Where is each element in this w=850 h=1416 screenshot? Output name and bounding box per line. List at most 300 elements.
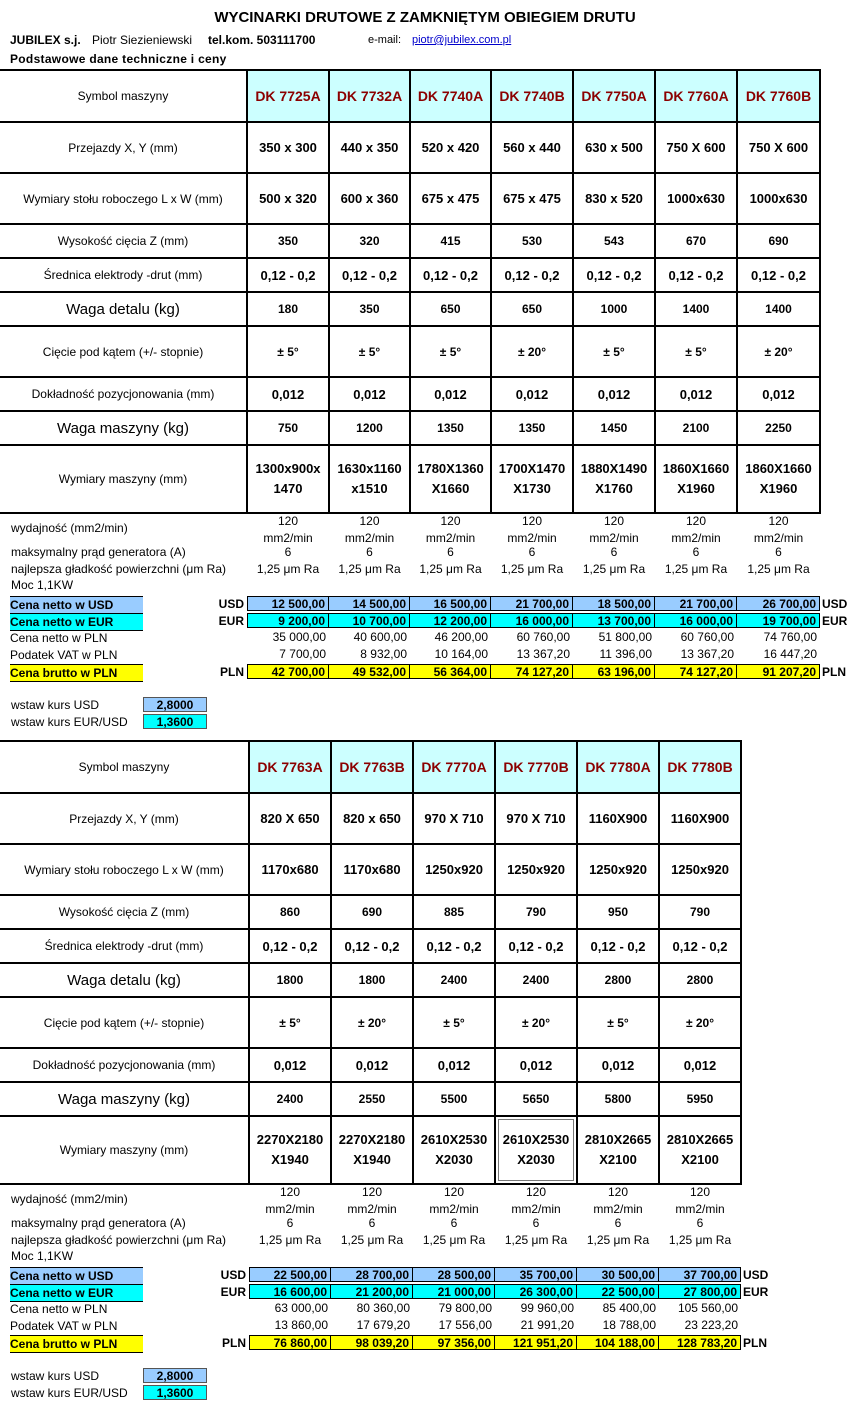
spec-cell-srednica[interactable]: 0,12 - 0,2: [577, 929, 659, 963]
machine-symbol[interactable]: DK 7780A: [577, 741, 659, 793]
price-cell-eur[interactable]: 27 800,00: [659, 1284, 741, 1299]
spec-cell-waga_detalu[interactable]: 1400: [737, 292, 820, 326]
price-cell-usd[interactable]: 28 700,00: [331, 1267, 413, 1282]
block2-row-symbol: [0, 741, 741, 793]
info-value-gladkosc: 1,25 μm Ra: [419, 562, 482, 576]
row-label-srednica: Średnica elektrody -drut (mm): [0, 929, 249, 963]
dim-line-2: x1510: [351, 481, 388, 496]
spec-cell-wym[interactable]: [329, 445, 410, 513]
price-cell-eur[interactable]: 16 000,00: [655, 613, 737, 628]
spec-cell-wym[interactable]: [249, 1116, 331, 1184]
info-value-prad: 6: [532, 1216, 540, 1230]
price-cell-brutto[interactable]: 104 188,00: [577, 1335, 659, 1350]
spec-cell-waga_maszyny[interactable]: 1200: [329, 411, 410, 445]
dim-line-2: X2030: [435, 1152, 473, 1167]
price-cell-vat[interactable]: 11 396,00: [599, 647, 652, 661]
rate-label-usd: wstaw kurs USD: [11, 1369, 100, 1383]
block1-row-ciecie: [0, 326, 820, 377]
spec-cell-wysokosc[interactable]: 790: [495, 895, 577, 929]
price-cell-pln[interactable]: 80 360,00: [356, 1301, 410, 1315]
price-cell-brutto[interactable]: 49 532,00: [329, 664, 410, 679]
spec-cell-waga_maszyny[interactable]: 750: [247, 411, 329, 445]
price-cell-brutto[interactable]: 76 860,00: [249, 1335, 331, 1350]
spec-cell-waga_detalu[interactable]: 2400: [495, 963, 577, 997]
block1-spec-table: [0, 69, 821, 514]
spec-cell-dokladnosc[interactable]: 0,012: [331, 1048, 413, 1082]
spec-cell-wym[interactable]: [577, 1116, 659, 1184]
spec-cell-przejazdy[interactable]: 630 x 500: [573, 122, 655, 173]
info-value-wydajnosc_b: mm2/min: [511, 1202, 561, 1216]
dim-line-1: 2610X2530: [420, 1132, 488, 1147]
spec-cell-waga_maszyny[interactable]: 5950: [659, 1082, 741, 1116]
rate-input-eur_usd[interactable]: 1,3600: [143, 1385, 207, 1400]
info-value-gladkosc: 1,25 μm Ra: [504, 1233, 568, 1247]
price-cell-eur[interactable]: 9 200,00: [247, 613, 329, 628]
info-value-wydajnosc_a: 120: [607, 1185, 629, 1199]
spec-cell-ciecie[interactable]: ± 5°: [247, 326, 329, 377]
spec-cell-waga_detalu[interactable]: 1400: [655, 292, 737, 326]
spec-cell-waga_detalu[interactable]: 1800: [331, 963, 413, 997]
price-label-brutto: Cena brutto w PLN: [10, 1335, 143, 1353]
spec-cell-waga_maszyny[interactable]: 2250: [737, 411, 820, 445]
price-cell-brutto[interactable]: 56 364,00: [410, 664, 491, 679]
block1-row-srednica: [0, 258, 820, 292]
spec-cell-stol[interactable]: 500 x 320: [247, 173, 329, 224]
price-cell-vat[interactable]: 13 367,20: [516, 647, 570, 661]
price-label-pln: Cena netto w PLN: [10, 1302, 108, 1316]
row-label-wym: Wymiary maszyny (mm): [0, 445, 247, 513]
spec-cell-waga_detalu[interactable]: 180: [247, 292, 329, 326]
spec-cell-waga_maszyny[interactable]: 5500: [413, 1082, 495, 1116]
rate-input-eur_usd[interactable]: 1,3600: [143, 714, 207, 729]
currency-right-usd: USD: [743, 1268, 769, 1282]
row-label-przejazdy: Przejazdy X, Y (mm): [0, 122, 247, 173]
spec-cell-ciecie[interactable]: ± 5°: [573, 326, 655, 377]
spec-cell-wym[interactable]: [659, 1116, 741, 1184]
block1-row-waga_maszyny: [0, 411, 820, 445]
rate-label-eur_usd: wstaw kurs EUR/USD: [11, 715, 128, 729]
machine-symbol[interactable]: DK 7725A: [247, 70, 329, 122]
spec-cell-srednica[interactable]: 0,12 - 0,2: [329, 258, 410, 292]
price-cell-usd[interactable]: 26 700,00: [737, 596, 820, 611]
info-label-moc: Moc 1,1KW: [11, 578, 74, 592]
spec-cell-stol[interactable]: 1250x920: [413, 844, 495, 895]
row-label-ciecie: Cięcie pod kątem (+/- stopnie): [0, 326, 247, 377]
machine-symbol[interactable]: DK 7770B: [495, 741, 577, 793]
spec-cell-waga_detalu[interactable]: 1000: [573, 292, 655, 326]
price-cell-usd[interactable]: 21 700,00: [655, 596, 737, 611]
spec-cell-srednica[interactable]: 0,12 - 0,2: [655, 258, 737, 292]
machine-symbol[interactable]: DK 7732A: [329, 70, 410, 122]
spec-cell-wysokosc[interactable]: 790: [659, 895, 741, 929]
currency-right-pln: PLN: [822, 665, 846, 679]
dim-line-2: X1960: [759, 481, 798, 496]
price-cell-pln[interactable]: 40 600,00: [353, 630, 407, 644]
spec-cell-ciecie[interactable]: ± 20°: [737, 326, 820, 377]
info-label-wydajnosc: wydajność (mm2/min): [11, 521, 128, 535]
spec-cell-ciecie[interactable]: ± 5°: [577, 997, 659, 1048]
block1-row-dokladnosc: [0, 377, 820, 411]
price-cell-brutto[interactable]: 91 207,20: [737, 664, 820, 679]
dim-line-1: 1630x1160: [337, 461, 402, 476]
spec-cell-wysokosc[interactable]: 543: [573, 224, 655, 258]
spec-cell-srednica[interactable]: 0,12 - 0,2: [573, 258, 655, 292]
price-cell-vat[interactable]: 8 932,00: [360, 647, 407, 661]
spec-cell-waga_maszyny[interactable]: 2100: [655, 411, 737, 445]
info-value-gladkosc: 1,25 μm Ra: [582, 562, 646, 576]
spec-cell-srednica[interactable]: 0,12 - 0,2: [410, 258, 491, 292]
spec-cell-wym[interactable]: [410, 445, 491, 513]
spec-cell-wysokosc[interactable]: 950: [577, 895, 659, 929]
price-row-pln: [0, 630, 850, 646]
spec-cell-ciecie[interactable]: ± 5°: [249, 997, 331, 1048]
spec-cell-przejazdy[interactable]: 750 X 600: [737, 122, 820, 173]
price-cell-usd[interactable]: 28 500,00: [413, 1267, 495, 1282]
dim-line-1: 1300x900x: [255, 461, 321, 476]
dim-line-2: X1940: [353, 1152, 391, 1167]
row-label-dokladnosc: Dokładność pozycjonowania (mm): [0, 1048, 249, 1082]
spec-cell-dokladnosc[interactable]: 0,012: [655, 377, 737, 411]
price-row-usd: [0, 596, 850, 612]
price-cell-eur[interactable]: 13 700,00: [573, 613, 655, 628]
spec-cell-srednica[interactable]: 0,12 - 0,2: [495, 929, 577, 963]
block2-row-srednica: [0, 929, 741, 963]
price-cell-eur[interactable]: 22 500,00: [577, 1284, 659, 1299]
spec-cell-przejazdy[interactable]: 520 x 420: [410, 122, 491, 173]
spec-cell-stol[interactable]: 675 x 475: [410, 173, 491, 224]
dim-line-1: 2810X2665: [666, 1132, 734, 1147]
info-value-wydajnosc_b: mm2/min: [589, 531, 639, 545]
info-value-gladkosc: 1,25 μm Ra: [500, 562, 564, 576]
spec-cell-ciecie[interactable]: ± 20°: [491, 326, 573, 377]
price-cell-usd[interactable]: 35 700,00: [495, 1267, 577, 1282]
spec-cell-dokladnosc[interactable]: 0,012: [495, 1048, 577, 1082]
info-value-wydajnosc_b: mm2/min: [347, 1202, 397, 1216]
price-cell-usd[interactable]: 14 500,00: [329, 596, 410, 611]
price-cell-brutto[interactable]: 42 700,00: [247, 664, 329, 679]
dim-line-1: 1880X1490: [580, 461, 648, 476]
spec-cell-wysokosc[interactable]: 690: [331, 895, 413, 929]
spec-cell-stol[interactable]: 1250x920: [577, 844, 659, 895]
spec-cell-waga_maszyny[interactable]: 1350: [410, 411, 491, 445]
currency-left-usd: USD: [220, 1268, 246, 1282]
info-value-wydajnosc_b: mm2/min: [344, 531, 395, 545]
spec-cell-dokladnosc[interactable]: 0,012: [247, 377, 329, 411]
spec-cell-ciecie[interactable]: ± 5°: [329, 326, 410, 377]
dim-line-2: X2030: [517, 1152, 555, 1167]
machine-symbol[interactable]: DK 7770A: [413, 741, 495, 793]
machine-symbol[interactable]: DK 7750A: [573, 70, 655, 122]
info-value-prad: 6: [614, 1216, 622, 1230]
spec-cell-wym[interactable]: [655, 445, 737, 513]
block1-row-wym: [0, 445, 820, 513]
machine-symbol[interactable]: DK 7740B: [491, 70, 573, 122]
price-cell-vat[interactable]: 21 991,20: [520, 1318, 574, 1332]
block2-row-przejazdy: [0, 793, 741, 844]
spec-cell-dokladnosc[interactable]: 0,012: [737, 377, 820, 411]
price-cell-vat[interactable]: 10 164,00: [434, 647, 488, 661]
spec-cell-waga_maszyny[interactable]: 5800: [577, 1082, 659, 1116]
dim-line-2: X1730: [513, 481, 551, 496]
price-cell-brutto[interactable]: 98 039,20: [331, 1335, 413, 1350]
spec-cell-stol[interactable]: 1000x630: [655, 173, 737, 224]
info-label-prad: maksymalny prąd generatora (A): [11, 1216, 186, 1230]
info-value-wydajnosc_a: 120: [361, 1185, 383, 1199]
price-cell-brutto[interactable]: 63 196,00: [573, 664, 655, 679]
price-cell-eur[interactable]: 10 700,00: [329, 613, 410, 628]
info-value-prad: 6: [447, 545, 454, 559]
price-cell-eur[interactable]: 21 000,00: [413, 1284, 495, 1299]
row-label-waga_maszyny: Waga maszyny (kg): [0, 1082, 249, 1116]
spec-cell-srednica[interactable]: 0,12 - 0,2: [659, 929, 741, 963]
spec-cell-wysokosc[interactable]: 885: [413, 895, 495, 929]
block2-row-wym: [0, 1116, 741, 1184]
spec-cell-waga_detalu[interactable]: 650: [410, 292, 491, 326]
spec-cell-wysokosc[interactable]: 350: [247, 224, 329, 258]
price-cell-pln[interactable]: 105 560,00: [677, 1301, 738, 1315]
info-value-wydajnosc_b: mm2/min: [671, 531, 721, 545]
section-subtitle: Podstawowe dane techniczne i ceny: [10, 52, 227, 66]
price-cell-usd[interactable]: 16 500,00: [410, 596, 491, 611]
info-value-prad: 6: [775, 545, 782, 559]
spec-cell-dokladnosc[interactable]: 0,012: [410, 377, 491, 411]
info-value-wydajnosc_a: 120: [521, 514, 543, 528]
spec-cell-ciecie[interactable]: ± 20°: [659, 997, 741, 1048]
price-cell-vat[interactable]: 13 860,00: [274, 1318, 328, 1332]
spec-cell-waga_maszyny[interactable]: 1350: [491, 411, 573, 445]
spec-cell-dokladnosc[interactable]: 0,012: [329, 377, 410, 411]
spec-cell-stol[interactable]: 1250x920: [495, 844, 577, 895]
spec-cell-srednica[interactable]: 0,12 - 0,2: [331, 929, 413, 963]
spec-cell-waga_detalu[interactable]: 2400: [413, 963, 495, 997]
block2-row-ciecie: [0, 997, 741, 1048]
dim-line-1: 2270X2180: [338, 1132, 406, 1147]
spec-cell-przejazdy[interactable]: 560 x 440: [491, 122, 573, 173]
spec-cell-przejazdy[interactable]: 1160X900: [577, 793, 659, 844]
price-cell-brutto[interactable]: 74 127,20: [655, 664, 737, 679]
info-value-wydajnosc_b: mm2/min: [593, 1202, 643, 1216]
price-cell-pln[interactable]: 79 800,00: [438, 1301, 492, 1315]
price-label-eur: Cena netto w EUR: [10, 613, 143, 631]
spec-cell-waga_detalu[interactable]: 650: [491, 292, 573, 326]
spec-cell-dokladnosc[interactable]: 0,012: [577, 1048, 659, 1082]
spec-cell-ciecie[interactable]: ± 20°: [495, 997, 577, 1048]
info-value-prad: 6: [286, 1216, 294, 1230]
block1-row-symbol: [0, 70, 820, 122]
row-label-srednica: Średnica elektrody -drut (mm): [0, 258, 247, 292]
price-cell-vat[interactable]: 13 367,20: [680, 647, 734, 661]
spec-cell-przejazdy[interactable]: 970 X 710: [495, 793, 577, 844]
price-cell-eur[interactable]: 12 200,00: [410, 613, 491, 628]
info-value-gladkosc: 1,25 μm Ra: [664, 562, 728, 576]
machine-symbol[interactable]: DK 7760B: [737, 70, 820, 122]
row-label-symbol: Symbol maszyny: [0, 741, 249, 793]
spec-cell-ciecie[interactable]: ± 5°: [410, 326, 491, 377]
info-value-wydajnosc_a: 120: [689, 1185, 711, 1199]
price-cell-pln[interactable]: 99 960,00: [520, 1301, 574, 1315]
spec-cell-wysokosc[interactable]: 530: [491, 224, 573, 258]
spec-cell-przejazdy[interactable]: 820 x 650: [331, 793, 413, 844]
price-cell-usd[interactable]: 30 500,00: [577, 1267, 659, 1282]
price-cell-vat[interactable]: 17 556,00: [438, 1318, 492, 1332]
row-label-wysokosc: Wysokość cięcia Z (mm): [0, 895, 249, 929]
spec-cell-wysokosc[interactable]: 320: [329, 224, 410, 258]
spec-cell-dokladnosc[interactable]: 0,012: [491, 377, 573, 411]
dim-line-2: X2100: [681, 1152, 719, 1167]
price-cell-usd[interactable]: 18 500,00: [573, 596, 655, 611]
price-row-vat: [0, 1318, 850, 1334]
price-cell-pln[interactable]: 85 400,00: [602, 1301, 656, 1315]
price-row-brutto: [0, 1335, 850, 1351]
email-link[interactable]: piotr@jubilex.com.pl: [412, 34, 512, 46]
price-cell-eur[interactable]: 16 000,00: [491, 613, 573, 628]
spec-cell-przejazdy[interactable]: 970 X 710: [413, 793, 495, 844]
spec-cell-stol[interactable]: 1170x680: [249, 844, 331, 895]
spec-cell-przejazdy[interactable]: 750 X 600: [655, 122, 737, 173]
price-row-pln: [0, 1301, 850, 1317]
price-cell-pln[interactable]: 63 000,00: [274, 1301, 328, 1315]
spec-cell-wysokosc[interactable]: 415: [410, 224, 491, 258]
spec-cell-przejazdy[interactable]: 440 x 350: [329, 122, 410, 173]
price-label-vat: Podatek VAT w PLN: [10, 1319, 118, 1333]
price-cell-pln[interactable]: 60 760,00: [516, 630, 570, 644]
machine-symbol[interactable]: DK 7763B: [331, 741, 413, 793]
price-cell-usd[interactable]: 21 700,00: [491, 596, 573, 611]
spec-cell-wym[interactable]: [247, 445, 329, 513]
price-cell-vat[interactable]: 23 223,20: [684, 1318, 738, 1332]
spec-cell-stol[interactable]: 1250x920: [659, 844, 741, 895]
price-cell-vat[interactable]: 7 700,00: [279, 647, 326, 661]
price-cell-pln[interactable]: 74 760,00: [763, 630, 817, 644]
spec-cell-dokladnosc[interactable]: 0,012: [249, 1048, 331, 1082]
price-cell-pln[interactable]: 51 800,00: [598, 630, 652, 644]
spec-cell-waga_detalu[interactable]: 350: [329, 292, 410, 326]
info-value-prad: 6: [368, 1216, 376, 1230]
price-cell-vat[interactable]: 17 679,20: [356, 1318, 410, 1332]
info-value-prad: 6: [696, 1216, 704, 1230]
machine-symbol[interactable]: DK 7760A: [655, 70, 737, 122]
spec-cell-przejazdy[interactable]: 1160X900: [659, 793, 741, 844]
price-cell-vat[interactable]: 16 447,20: [763, 647, 817, 661]
price-cell-pln[interactable]: 35 000,00: [272, 630, 326, 644]
spec-cell-stol[interactable]: 1170x680: [331, 844, 413, 895]
info-value-prad: 6: [366, 545, 373, 559]
info-value-gladkosc: 1,25 μm Ra: [422, 1233, 486, 1247]
info-value-wydajnosc_b: mm2/min: [507, 531, 557, 545]
info-value-prad: 6: [610, 545, 618, 559]
price-cell-brutto[interactable]: 121 951,20: [495, 1335, 577, 1350]
spec-cell-srednica[interactable]: 0,12 - 0,2: [491, 258, 573, 292]
spec-cell-wym[interactable]: [573, 445, 655, 513]
spec-cell-wysokosc[interactable]: 860: [249, 895, 331, 929]
spec-cell-srednica[interactable]: 0,12 - 0,2: [247, 258, 329, 292]
spec-cell-stol[interactable]: 1000x630: [737, 173, 820, 224]
spec-cell-wym[interactable]: [737, 445, 820, 513]
spec-cell-stol[interactable]: 675 x 475: [491, 173, 573, 224]
row-label-dokladnosc: Dokładność pozycjonowania (mm): [0, 377, 247, 411]
price-cell-usd[interactable]: 37 700,00: [659, 1267, 741, 1282]
price-cell-eur[interactable]: 16 600,00: [249, 1284, 331, 1299]
currency-right-eur: EUR: [743, 1285, 769, 1299]
currency-left-eur: EUR: [220, 1285, 246, 1299]
spec-cell-ciecie[interactable]: ± 20°: [331, 997, 413, 1048]
spec-cell-srednica[interactable]: 0,12 - 0,2: [413, 929, 495, 963]
spec-cell-ciecie[interactable]: ± 5°: [413, 997, 495, 1048]
spec-cell-srednica[interactable]: 0,12 - 0,2: [737, 258, 820, 292]
info-value-wydajnosc_b: mm2/min: [753, 531, 804, 545]
spec-cell-waga_maszyny[interactable]: 1450: [573, 411, 655, 445]
price-cell-usd[interactable]: 22 500,00: [249, 1267, 331, 1282]
price-row-usd: [0, 1267, 850, 1283]
row-label-stol: Wymiary stołu roboczego L x W (mm): [0, 173, 247, 224]
price-cell-brutto[interactable]: 97 356,00: [413, 1335, 495, 1350]
price-cell-vat[interactable]: 18 788,00: [602, 1318, 656, 1332]
spec-cell-wysokosc[interactable]: 690: [737, 224, 820, 258]
price-cell-eur[interactable]: 21 200,00: [331, 1284, 413, 1299]
info-value-prad: 6: [692, 545, 700, 559]
price-label-usd: Cena netto w USD: [10, 596, 143, 614]
row-label-waga_maszyny: Waga maszyny (kg): [0, 411, 247, 445]
price-label-pln: Cena netto w PLN: [10, 631, 108, 645]
spec-cell-przejazdy[interactable]: 820 X 650: [249, 793, 331, 844]
row-label-stol: Wymiary stołu roboczego L x W (mm): [0, 844, 249, 895]
email-label: e-mail:: [368, 34, 402, 46]
machine-symbol[interactable]: DK 7780B: [659, 741, 741, 793]
spec-cell-dokladnosc[interactable]: 0,012: [573, 377, 655, 411]
info-label-moc: Moc 1,1KW: [11, 1249, 74, 1263]
price-cell-pln[interactable]: 46 200,00: [434, 630, 488, 644]
price-cell-brutto[interactable]: 128 783,20: [659, 1335, 741, 1350]
price-cell-brutto[interactable]: 74 127,20: [491, 664, 573, 679]
dim-line-2: X1940: [271, 1152, 309, 1167]
spec-cell-wym[interactable]: [491, 445, 573, 513]
block1-row-wysokosc: [0, 224, 820, 258]
currency-right-eur: EUR: [822, 614, 848, 628]
spec-cell-waga_detalu[interactable]: 1800: [249, 963, 331, 997]
info-value-wydajnosc_a: 120: [525, 1185, 547, 1199]
machine-symbol[interactable]: DK 7763A: [249, 741, 331, 793]
spec-cell-stol[interactable]: 830 x 520: [573, 173, 655, 224]
info-value-wydajnosc_a: 120: [359, 514, 380, 528]
price-row-brutto: [0, 664, 850, 680]
spec-cell-waga_maszyny[interactable]: 2400: [249, 1082, 331, 1116]
spec-cell-waga_detalu[interactable]: 2800: [659, 963, 741, 997]
rate-input-usd[interactable]: 2,8000: [143, 697, 207, 712]
spec-cell-dokladnosc[interactable]: 0,012: [659, 1048, 741, 1082]
spec-cell-waga_detalu[interactable]: 2800: [577, 963, 659, 997]
price-cell-pln[interactable]: 60 760,00: [680, 630, 734, 644]
spec-cell-wym[interactable]: [495, 1116, 577, 1184]
spec-cell-ciecie[interactable]: ± 5°: [655, 326, 737, 377]
price-cell-usd[interactable]: 12 500,00: [247, 596, 329, 611]
spec-cell-waga_maszyny[interactable]: 5650: [495, 1082, 577, 1116]
spec-cell-wysokosc[interactable]: 670: [655, 224, 737, 258]
spec-cell-srednica[interactable]: 0,12 - 0,2: [249, 929, 331, 963]
info-value-wydajnosc_b: mm2/min: [675, 1202, 725, 1216]
spec-cell-przejazdy[interactable]: 350 x 300: [247, 122, 329, 173]
row-label-wysokosc: Wysokość cięcia Z (mm): [0, 224, 247, 258]
spec-cell-dokladnosc[interactable]: 0,012: [413, 1048, 495, 1082]
rate-input-usd[interactable]: 2,8000: [143, 1368, 207, 1383]
spec-cell-stol[interactable]: 600 x 360: [329, 173, 410, 224]
dim-line-1: 2610X2530: [502, 1132, 570, 1147]
price-cell-eur[interactable]: 26 300,00: [495, 1284, 577, 1299]
spec-cell-wym[interactable]: [413, 1116, 495, 1184]
price-cell-eur[interactable]: 19 700,00: [737, 613, 820, 628]
spec-cell-waga_maszyny[interactable]: 2550: [331, 1082, 413, 1116]
spec-cell-wym[interactable]: [331, 1116, 413, 1184]
machine-symbol[interactable]: DK 7740A: [410, 70, 491, 122]
